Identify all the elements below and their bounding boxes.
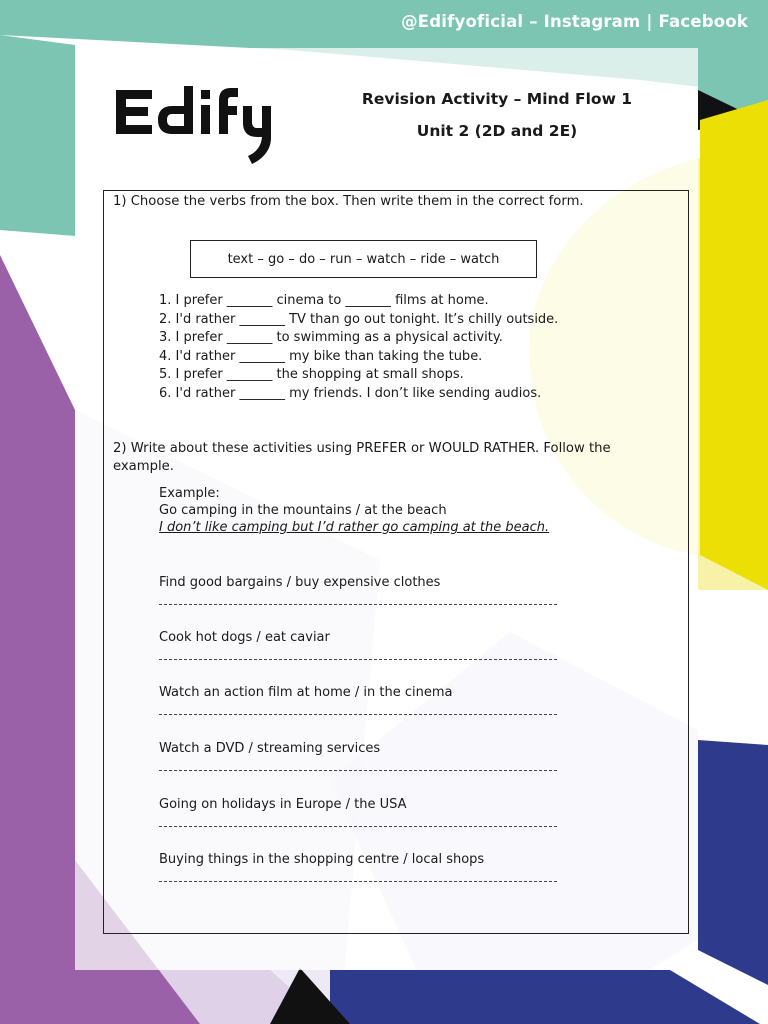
- answer-line[interactable]: [159, 659, 557, 660]
- list-item[interactable]: 6. I'd rather _______ my friends. I don’t like sending audios.: [159, 385, 542, 401]
- yellow-band: [700, 100, 768, 590]
- exercise-prompt: Cook hot dogs / eat caviar: [159, 630, 330, 645]
- section2-instruction: 2) Write about these activities using PREFER or WOULD RATHER. Follow the: [113, 441, 611, 456]
- answer-line[interactable]: [159, 714, 557, 715]
- navy-shape-right: [698, 740, 768, 985]
- example-label: Example:: [159, 486, 220, 501]
- example-answer: I don’t like camping but I’d rather go camping at the beach.: [159, 520, 550, 535]
- exercise-prompt: Find good bargains / buy expensive clothes: [159, 575, 441, 590]
- exercise-prompt: Buying things in the shopping centre / local shops: [159, 852, 485, 867]
- exercise-prompt: Going on holidays in Europe / the USA: [159, 797, 407, 812]
- section1-instruction: 1) Choose the verbs from the box. Then write them in the correct form.: [113, 194, 584, 209]
- verb-box: text – go – do – run – watch – ride – watch: [190, 240, 537, 278]
- teal-shape-left: [0, 35, 75, 236]
- answer-line[interactable]: [159, 770, 557, 771]
- answer-line[interactable]: [159, 604, 557, 605]
- list-item[interactable]: 2. I'd rather _______ TV than go out tonight. It’s chilly outside.: [159, 311, 559, 327]
- exercise-prompt: Watch a DVD / streaming services: [159, 741, 381, 756]
- exercise-prompt: Watch an action film at home / in the cinema: [159, 685, 453, 700]
- example-prompt: Go camping in the mountains / at the beach: [159, 503, 447, 518]
- section1-list: [159, 292, 558, 404]
- list-item[interactable]: 5. I prefer _______ the shopping at small shops.: [159, 367, 464, 383]
- navy-shape-bottom: [330, 970, 760, 1024]
- edify-logo: [112, 86, 282, 166]
- social-handle: @Edifyoficial – Instagram | Facebook: [401, 12, 748, 31]
- list-item[interactable]: 3. I prefer _______ to swimming as a physical activity.: [159, 330, 503, 346]
- answer-line[interactable]: [159, 826, 557, 827]
- page-title: Revision Activity – Mind Flow 1: [361, 90, 633, 108]
- list-item[interactable]: 4. I'd rather _______ my bike than taking the tube.: [159, 348, 483, 364]
- answer-line[interactable]: [159, 881, 557, 882]
- page-subtitle: Unit 2 (2D and 2E): [416, 122, 578, 140]
- section2-instruction-cont: example.: [113, 459, 174, 474]
- list-item[interactable]: 1. I prefer _______ cinema to _______ films at home.: [159, 293, 489, 308]
